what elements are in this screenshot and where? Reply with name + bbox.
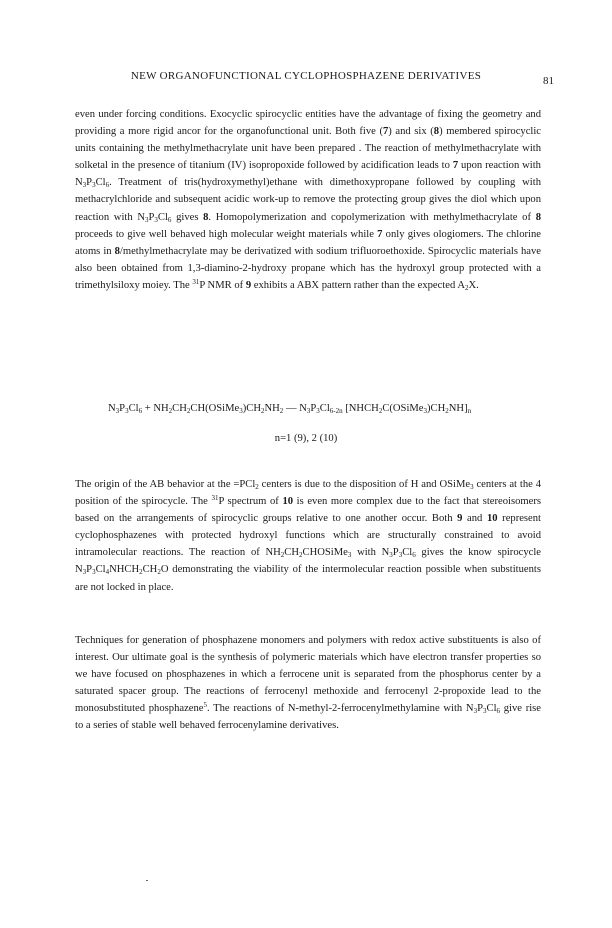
reaction-arrow: —: [283, 403, 300, 414]
page-number: 81: [543, 75, 554, 87]
reaction-equation: $N_3P_3Cl_6$ + $NH_2CH_2CH(OSiMe_3)CH_2NH_2$ — $N_3P_3Cl_{6-2n}$ $[NHCH_2C(OSiMe_3)CH_2NH]_n$: [108, 403, 472, 415]
paragraph-ab-behavior: The origin of the AB behavior at the =PCl$_2$ centers is due to the disposition of H and OSiMe$_3$ centers at the 4 position of the spirocycle. The $^{31}$P spectrum of 10 is even more complex due to the fact that stereoisomers based on the arrangements of spirocyclic groups relative to one another occur. Both 9 and 10 represent cyclophosphazenes with protected hydroxyl functions which are structurally constrained to avoid intramolecular reactions. The reaction of $NH_2CH_2CHOSiMe_3$ with $N_3P_3Cl_6$ gives the know spirocycle $N_3P_3Cl_4NHCH_2CH_2O$ demonstrating the viability of the intermolecular reaction possible when substituents are not locked in place.: [75, 479, 542, 593]
equation-condition: n=1 (9), 2 (10): [274, 433, 338, 444]
paragraph-redox: Techniques for generation of phosphazene monomers and polymers with redox active substituents is also of interest. Our ultimate goal is the synthesis of polymeric materials which have electron transfer properties so we have focused on phosphazenes in which a ferrocene unit is separated from the phosphorus center by a saturated spacer group. The reactions of ferrocenyl methoxide and ferrocenyl 2-propoxide lead to the monosubstituted phosphazene$^5$. The reactions of N-methyl-2-ferrocenylmethylamine with $N_3P_3Cl_6$ give rise to a series of stable well behaved ferrocenylamine derivatives.: [75, 635, 541, 732]
scan-speck: [146, 880, 148, 881]
running-title: NEW ORGANOFUNCTIONAL CYCLOPHOSPHAZENE DERIVATIVES: [130, 70, 482, 82]
running-head: [0, 70, 612, 90]
paragraph-spirocyclic: even under forcing conditions. Exocyclic spirocyclic entities have the advantage of fixing the geometry and providing a more rigid ancor for the organofunctional unit. Both five (7) and six (8) membered spirocyclic units containing the methylmethacrylate unit have been prepared . The reaction of methylmethacrylate with solketal in the presence of titanium (IV) isopropoxide followed by acidification leads to 7 upon reaction with $N_3P_3Cl_6$. Treatment of tris(hydroxymethyl)ethane with dimethoxypropane followed by coupling with methacrylchloride and subsequent acidic work-up to remove the protecting group gives the diol which upon reaction with $N_3P_3Cl_6$ gives 8. Homopolymerization and copolymerization with methylmethacrylate of 8 proceeds to give well behaved high molecular weight materials while 7 only gives ologiomers. The chlorine atoms in 8/methylmethacrylate may be derivatized with sodium trifluoroethoxide. Spirocyclic materials have also been obtained from 1,3-diamino-2-hydroxy propane which has the hydroxyl group protected with a trimethylsiloxy moiey. The $^{31}$P NMR of 9 exhibits a ABX pattern rather than the expected $A_2X$.: [75, 109, 542, 292]
